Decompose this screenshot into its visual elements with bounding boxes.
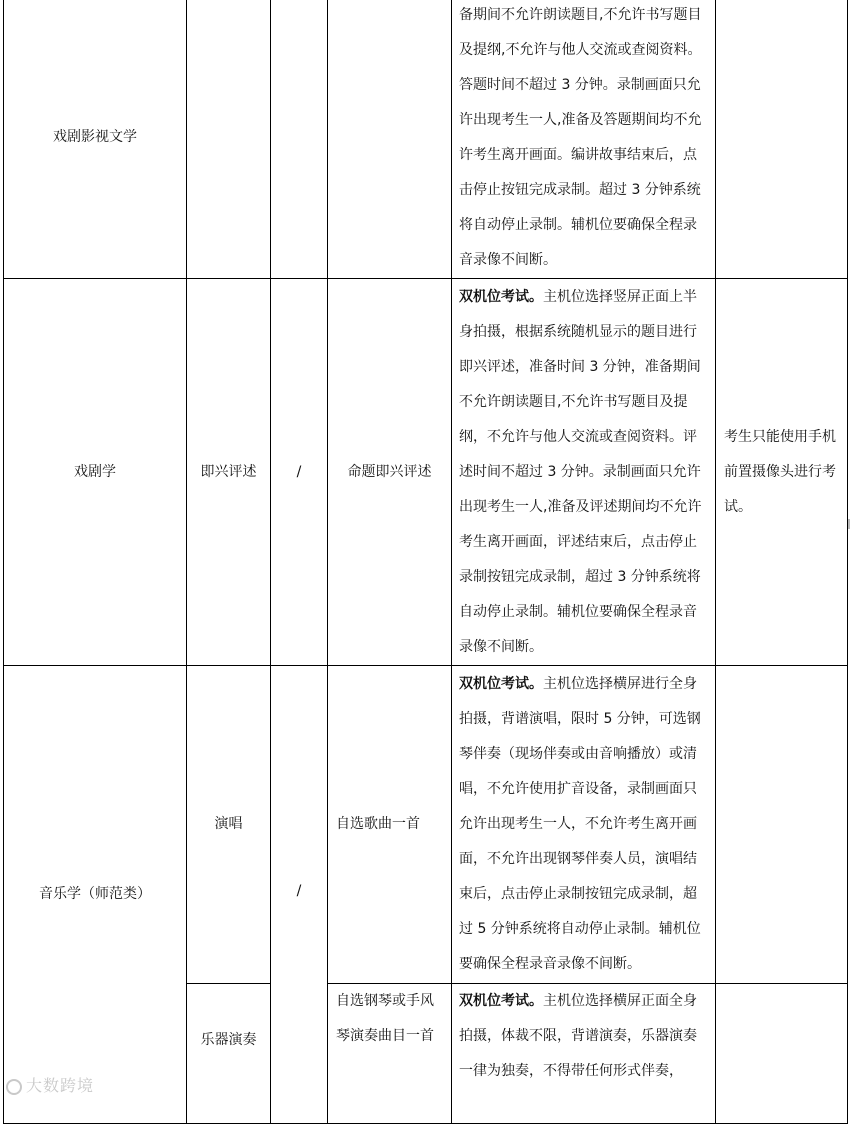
subject-cell xyxy=(4,279,187,666)
requirements-text: 主机位选择横屏进行全身拍摄，背谱演唱，限时 5 分钟，可选钢琴伴奏（现场伴奏或由音响播放）或清唱，不允许使用扩音设备，录制画面只允许出现考生一人，不允许考生离开画面，不允许出现钢琴伴奏人员，演唱结束后，点击停止录制按钮完成录制，超过 5 分钟系统将自动停止录制。辅机位要确保全程录音录像不间断。 xyxy=(459,676,701,972)
content-cell xyxy=(328,279,452,666)
content-label: 自选歌曲一首 xyxy=(336,816,420,832)
table-row xyxy=(4,279,848,666)
requirements-lead: 双机位考试。 xyxy=(459,676,543,692)
notes-text: 考生只能使用手机前置摄像头进行考试。 xyxy=(724,428,836,515)
sub-item-label: / xyxy=(296,883,302,899)
table-row xyxy=(4,666,848,984)
requirements-text: 备期间不允许朗读题目,不允许书写题目及提纲,不允许与他人交流或查阅资料。答题时间不超过 3 分钟。录制画面只允许出现考生一人,准备及答题期间均不允许考生离开画面。编讲故事结束后，点击停止按钮完成录制。超过 3 分钟系统将自动停止录制。辅机位要确保全程录音录像不间断。 xyxy=(459,6,702,268)
exam-requirements-table xyxy=(3,0,848,1124)
content-cell xyxy=(328,0,452,279)
sub-item-cell xyxy=(271,666,328,1124)
subject-label: 戏剧影视文学 xyxy=(53,129,137,145)
requirements-text: 主机位选择横屏正面全身拍摄，体裁不限，背谱演奏，乐器演奏一律为独奏，不得带任何形式伴奏， xyxy=(459,993,697,1079)
exam-item-cell xyxy=(187,666,271,984)
exam-item-label: 即兴评述 xyxy=(200,463,257,480)
table-row xyxy=(4,0,848,279)
content-label: 自选钢琴或手风琴演奏曲目一首 xyxy=(336,993,434,1044)
sub-item-cell xyxy=(271,279,328,666)
requirements-lead: 双机位考试。 xyxy=(459,288,543,305)
exam-item-label: 演唱 xyxy=(214,816,243,832)
subject-label: 戏剧学 xyxy=(74,463,116,480)
requirements-cell xyxy=(452,666,716,984)
notes-cell xyxy=(716,666,848,984)
exam-item-cell xyxy=(187,279,271,666)
exam-item-cell xyxy=(187,0,271,279)
content-label: 命题即兴评述 xyxy=(347,463,432,480)
page-edge-mark xyxy=(848,519,850,529)
requirements-text: 主机位选择竖屏正面上半身拍摄，根据系统随机显示的题目进行即兴评述，准备时间 3 分钟，准备期间不允许朗读题目,不允许书写题目及提纲，不允许与他人交流或查阅资料。评述时间不超过 3 分钟。录制画面只允许出现考生一人,准备及评述期间均不允许考生离开画面，评述结束后，点击停止录制按钮完成录制，超过 3 分钟系统将自动停止录制。辅机位要确保全程录音录像不间断。 xyxy=(459,288,702,655)
watermark-logo-icon xyxy=(6,1079,22,1095)
subject-label: 音乐学（师范类） xyxy=(39,886,151,902)
notes-cell xyxy=(716,0,848,279)
exam-item-label: 乐器演奏 xyxy=(200,1032,257,1048)
watermark-text: 大数跨境 xyxy=(26,1076,95,1095)
content-cell xyxy=(328,666,452,984)
requirements-cell xyxy=(452,0,716,279)
sub-item-label: / xyxy=(296,463,302,480)
subject-cell xyxy=(4,0,187,279)
requirements-lead: 双机位考试。 xyxy=(459,993,543,1009)
subject-cell xyxy=(4,666,187,1124)
notes-cell xyxy=(716,279,848,666)
watermark xyxy=(6,1073,94,1096)
requirements-cell xyxy=(452,279,716,666)
sub-item-cell xyxy=(271,0,328,279)
